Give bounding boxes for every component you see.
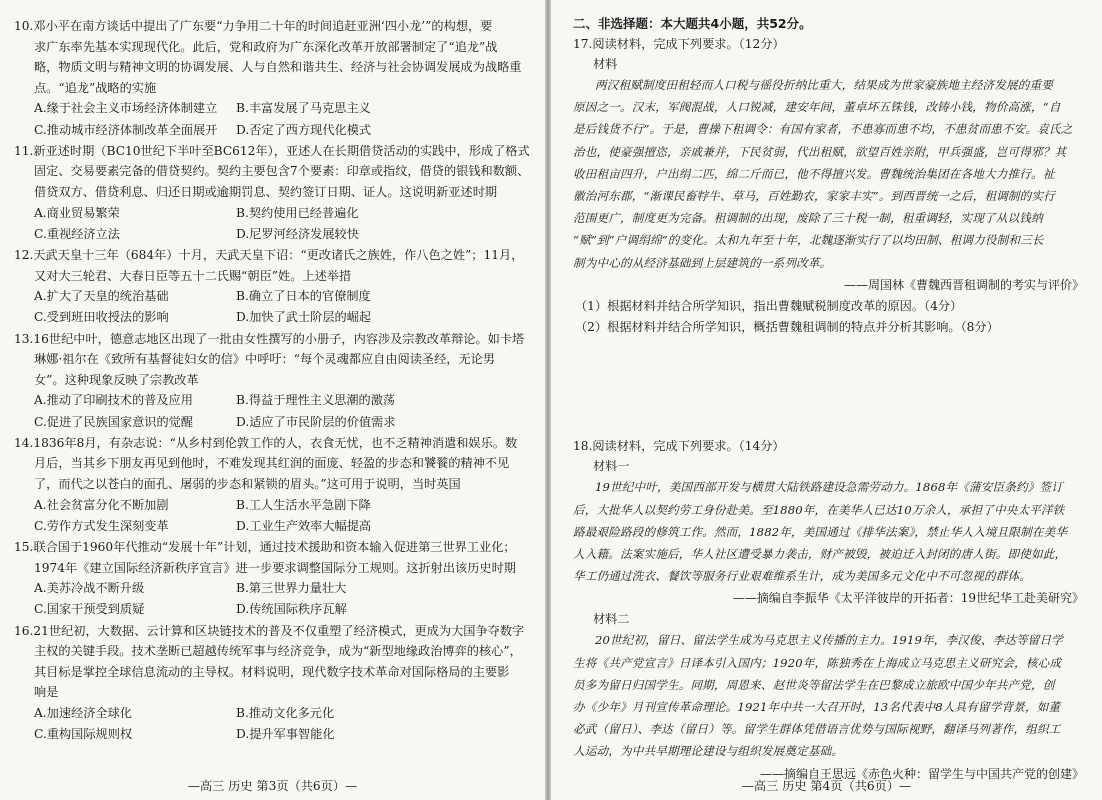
answer-option: D.工业生产效率大幅提高 bbox=[236, 518, 372, 533]
question-text-line: 固定、交易要素完备的借贷契约。契约主要包含7个要素：印章或指纹，借贷的银钱和数额、 bbox=[34, 164, 530, 179]
question-stem-line: 11.新亚述时期（BC10世纪下半叶至BC612年），亚述人在长期借贷活动的实践中，形成了格式 bbox=[14, 143, 530, 158]
material-line: 后，大批华人以契约劳工身份赴美。至1880年，在美华人已达10万余人，承担了中央太平洋铁 bbox=[573, 502, 1065, 517]
right-page-footer: —高三 历史 第4页（共6页）— bbox=[741, 779, 912, 793]
answer-option: B.丰富发展了马克思主义 bbox=[236, 101, 371, 116]
material-line: 徽治河东郡，“渐课民畜牸牛、草马，百姓勤农，家家丰实”。到西晋统一之后，租调制的实行 bbox=[573, 189, 1055, 204]
answer-option: C.推动城市经济体制改革全面展开 bbox=[34, 122, 218, 137]
question-text-line: 求广东率先基本实现现代化。此后，党和政府为广东深化改革开放部署制定了“追龙”战 bbox=[34, 39, 498, 54]
answer-option: B.工人生活水平急剧下降 bbox=[236, 497, 371, 512]
question-text-line: 又对大三轮君、大春日臣等五十二氏赐“朝臣”姓。上述举措 bbox=[34, 268, 352, 283]
q18-material-2-text bbox=[573, 629, 1088, 762]
question-17-heading: 17.阅读材料，完成下列要求。（12分） bbox=[573, 37, 785, 51]
material-line: 生将《共产党宣言》日译本引入国内；1920年，陈独秀在上海成立马克思主义研究会，核心成 bbox=[573, 655, 1062, 670]
answer-options-row bbox=[14, 495, 535, 516]
left-page-footer: —高三 历史 第3页（共6页）— bbox=[187, 779, 358, 793]
answer-option: B.确立了日本的官僚制度 bbox=[236, 289, 371, 304]
left-question-column bbox=[0, 0, 545, 745]
q18-material-2-label: 材料二 bbox=[593, 612, 630, 627]
answer-option: D.加快了武士阶层的崛起 bbox=[236, 310, 372, 325]
material-line: 收田租亩四升，户出绢二匹，绵二斤而已，他不得擅兴发。曹魏统治集团在各地大力推行。祉 bbox=[573, 166, 1055, 181]
answer-option: B.契约使用已经普遍化 bbox=[236, 205, 359, 220]
answer-options-row bbox=[14, 599, 535, 620]
material-line: 制为中心的从经济基础到上层建筑的一系列改革。 bbox=[573, 255, 832, 270]
q17-sub-question-2: （2）根据材料并结合所学知识，概括曹魏租调制的特点并分析其影响。（8分） bbox=[575, 319, 999, 334]
answer-option: A.扩大了天皇的统治基础 bbox=[34, 289, 169, 304]
left-page bbox=[0, 0, 545, 800]
answer-option: A.推动了印刷技术的普及应用 bbox=[34, 393, 193, 408]
q17-material-label: 材料 bbox=[593, 57, 618, 71]
answer-option: C.劳作方式发生深刻变革 bbox=[34, 518, 169, 533]
answer-options-row bbox=[14, 390, 535, 411]
question-text-line: 了，而代之以苍白的面孔、屠弱的步态和紧锁的眉头。”这可用于说明，当时英国 bbox=[34, 476, 461, 491]
question-stem-line: 14.1836年8月，有杂志说：“从乡村到伦敦工作的人，衣食无忧，也不乏精神消遣和娱乐。数 bbox=[14, 435, 518, 450]
material-line: 人入籍。法案实施后，华人社区遭受暴力袭击，财产被毁，被迫迁入封闭的唐人街。即使如此， bbox=[573, 547, 1067, 562]
question-stem-line: 12.天武天皇十三年（684年）十月，天武天皇下诏：“更改诸氏之族姓，作八色之姓”；11月， bbox=[14, 247, 524, 262]
material-line: 两汉租赋制度田租轻而人口税与徭役折纳比重大，结果成为世家豪族地主经济发展的重要 bbox=[595, 78, 1054, 92]
material-line: 原因之一。汉末，军阀混战，人口锐减，建安年间，董卓坏五铢钱，改铸小钱，物价高涨，“自 bbox=[573, 100, 1061, 115]
q17-source: ——周国林《曹魏西晋租调制的考实与评价》 bbox=[843, 277, 1084, 292]
answer-option: D.提升军事智能化 bbox=[236, 727, 335, 742]
answer-options-row bbox=[14, 703, 535, 724]
q18-material-1-label: 材料一 bbox=[593, 459, 630, 474]
material-line: 路最艰险路段的修筑工作。然而，1882年，美国通过《排华法案》，禁止华人入境且限制在美华 bbox=[573, 524, 1068, 539]
question-text-line: 借贷双方、借贷利息、归还日期或逾期罚息、契约签订日期、证人。这说明新亚述时期 bbox=[34, 184, 498, 199]
material-line: 必武（留日）、李达（留日）等。留学生群体凭借语言优势与国际视野，翻译马列著作，组织工 bbox=[573, 722, 1061, 737]
right-page bbox=[551, 0, 1102, 800]
answer-options-row bbox=[14, 412, 535, 433]
material-line: 20世纪初，留日、留法学生成为马克思主义传播的主力。1919年，李汉俊、李达等留日学 bbox=[595, 633, 1063, 648]
material-line: 是后钱货不行”。于是，曹操下租调令：有国有家者，不患寡而患不均，不患贫而患不安。袁氏之 bbox=[573, 122, 1073, 137]
question-text-line: 主权的关键手段。技术垄断已超越传统军事与经济竞争，成为“新型地缘政治博弈的核心”， bbox=[34, 644, 522, 659]
answer-option: D.传统国际秩序瓦解 bbox=[236, 602, 347, 617]
question-text-line: 略，物质文明与精神文明的协调发展、人与自然和谐共生、经济与社会协调发展成为战略重 bbox=[34, 60, 522, 75]
answer-options-row bbox=[14, 578, 535, 599]
question-text-line: 响是 bbox=[34, 685, 59, 700]
q17-sub-question-1: （1）根据材料并结合所学知识，指出曹魏赋税制度改革的原因。（4分） bbox=[575, 298, 963, 313]
answer-option: C.受到班田收授法的影响 bbox=[34, 310, 169, 325]
answer-option: A.美苏冷战不断升级 bbox=[34, 581, 145, 596]
question-18-heading: 18.阅读材料，完成下列要求。（14分） bbox=[573, 439, 785, 454]
answer-options-row bbox=[14, 120, 535, 141]
answer-options-row bbox=[14, 724, 535, 745]
answer-option: B.得益于理性主义思潮的激荡 bbox=[236, 393, 396, 408]
answer-option: B.推动文化多元化 bbox=[236, 705, 335, 720]
question-text-line: 1974年《建立国际经济新秩序宣言》进一步要求调整国际分工规则。这折射出该历史时期 bbox=[34, 560, 516, 575]
q18-material-1-source: ——摘编自李振华《太平洋彼岸的开拓者：19世纪华工赴美研究》 bbox=[732, 591, 1084, 606]
q18-material-1-text bbox=[573, 476, 1088, 587]
answer-option: B.第三世界力量壮大 bbox=[236, 581, 347, 596]
answer-option: D.否定了西方现代化模式 bbox=[236, 122, 372, 137]
question-stem-line: 10.邓小平在南方谈话中提出了广东要“力争用二十年的时间追赶亚洲‘四小龙’”的构想，要 bbox=[14, 19, 493, 33]
answer-options-row bbox=[14, 203, 535, 224]
answer-option: C.促进了民族国家意识的觉醒 bbox=[34, 414, 194, 429]
question-text-line: 琳娜·祖尔在《致所有基督徒妇女的信》中呼吁：“每个灵魂都应自由阅读圣经，无论男 bbox=[34, 352, 496, 367]
material-line: 19世纪中叶，美国西部开发与横贯大陆铁路建设急需劳动力。1868年《蒲安臣条约》签订 bbox=[595, 480, 1063, 495]
question-text-line: 其目标是掌控全球信息流动的主导权。材料说明，现代数字技术革命对国际格局的主要影 bbox=[34, 664, 510, 679]
material-line: 人运动，为中共早期理论建设与组织发展奠定基础。 bbox=[573, 744, 844, 759]
answer-options-row bbox=[14, 286, 535, 307]
question-stem-line: 13.16世纪中叶，德意志地区出现了一批由女性撰写的小册子，内容涉及宗教改革辩论。如卡塔 bbox=[14, 331, 525, 346]
answer-option: A.社会贫富分化不断加剧 bbox=[34, 497, 169, 512]
material-line: 治也，使豪强擅恣，亲戚兼并，下民贫弱，代出租赋，欲望百姓亲附，甲兵强盛，岂可得邪？其 bbox=[573, 144, 1067, 159]
answer-options-row bbox=[14, 98, 535, 119]
q17-material-text bbox=[573, 74, 1088, 274]
material-line: “赋”到“户调绢绵”的变化。太和九年至十年，北魏逐渐实行了以均田制、租调力役制和三长 bbox=[573, 233, 1044, 248]
q18-material-2-source: ——摘编自王思远《赤色火种：留学生与中国共产党的创建》 bbox=[759, 766, 1084, 781]
answer-options-row bbox=[14, 224, 535, 245]
question-text-line: 女”。这种现象反映了宗教改革 bbox=[34, 372, 199, 387]
answer-option: A.缘于社会主义市场经济体制建立 bbox=[34, 101, 218, 116]
material-line: 办《少年》月刊宣传革命理论。1921年中共一大召开时，13名代表中8人具有留学背景，如董 bbox=[573, 700, 1061, 715]
material-line: 华工仍通过洗衣、餐饮等服务行业艰难维系生计，成为美国多元文化中不可忽视的群体。 bbox=[573, 569, 1032, 584]
answer-option: C.重构国际规则权 bbox=[34, 727, 133, 742]
question-text-line: 月后，当其乡下朋友再见到他时，不难发现其红润的面庞、轻盈的步态和饕餮的精神不见 bbox=[34, 456, 510, 471]
answer-option: C.国家干预受到质疑 bbox=[34, 602, 145, 617]
answer-option: A.加速经济全球化 bbox=[34, 705, 132, 720]
answer-space bbox=[573, 337, 1088, 436]
answer-option: C.重视经济立法 bbox=[34, 226, 120, 241]
section-title: 二、非选择题：本大题共4小题，共52分。 bbox=[573, 16, 812, 31]
answer-option: D.适应了市民阶层的价值需求 bbox=[236, 414, 396, 429]
right-question-column bbox=[551, 0, 1102, 785]
question-text-line: 点。“追龙”战略的实施 bbox=[34, 80, 157, 95]
material-line: 范围更广，制度更为完备。租调制的出现，废除了三十税一制，租重调轻，实现了从以钱纳 bbox=[573, 211, 1043, 226]
material-line: 员多为留日归国学生。同期，周恩来、赵世炎等留法学生在巴黎成立旅欧中国少年共产党，创 bbox=[573, 677, 1055, 692]
question-stem-line: 15.联合国于1960年代推动“发展十年”计划，通过技术援助和资本输入促进第三世界工业化； bbox=[14, 539, 516, 554]
answer-option: A.商业贸易繁荣 bbox=[34, 205, 120, 220]
answer-options-row bbox=[14, 307, 535, 328]
question-stem-line: 16.21世纪初，大数据、云计算和区块链技术的普及不仅重塑了经济模式，更成为大国争夺数字 bbox=[14, 623, 525, 638]
answer-options-row bbox=[14, 516, 535, 537]
answer-option: D.尼罗河经济发展较快 bbox=[236, 226, 359, 241]
